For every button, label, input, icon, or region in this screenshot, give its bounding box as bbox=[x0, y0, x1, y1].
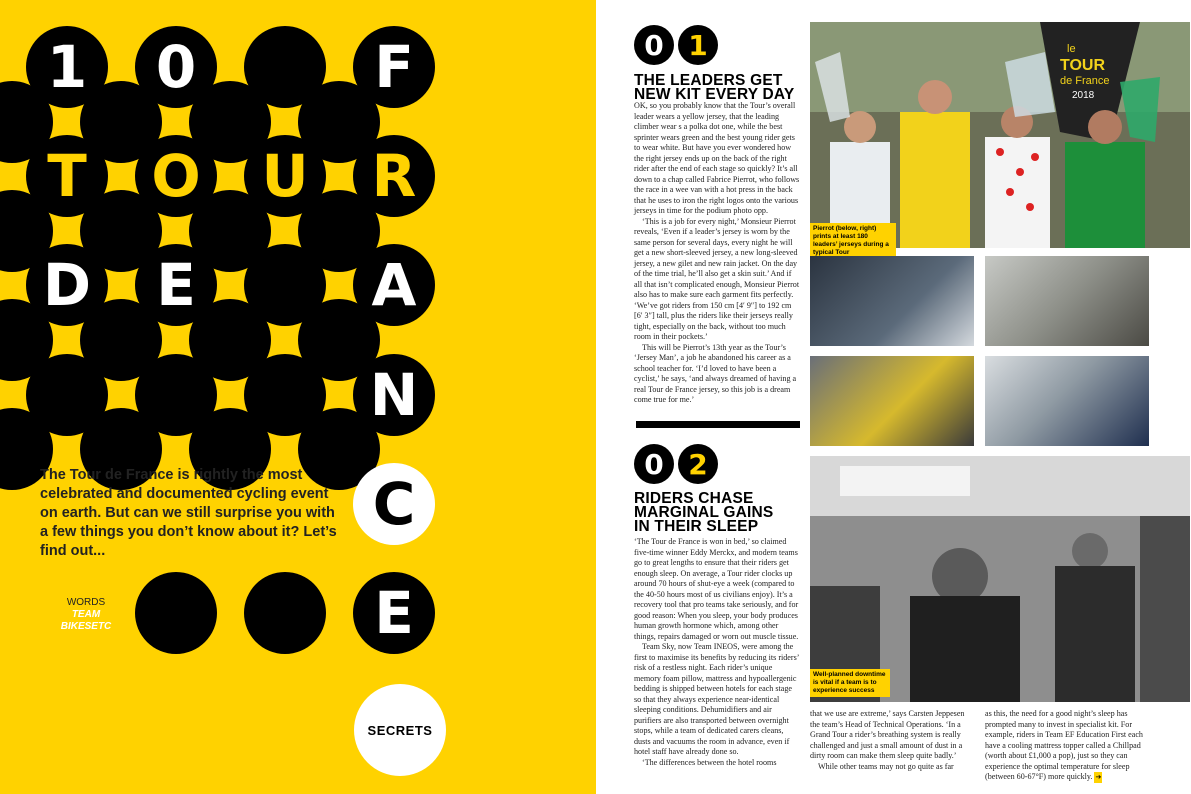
number-digit: 1 bbox=[678, 25, 718, 65]
paragraph-text: as this, the need for a good night’s sleep has prompted many to invest in specialist kit. For example, riders in Team EF Education First each have a cooling mattress topper called a Chillpad (worth about £1,000 a pop), just so they can experience the optimal temperature for sleep (between 60-67°F) more quickly. bbox=[985, 709, 1143, 781]
number-digit: 2 bbox=[678, 444, 718, 484]
title-dot-circle bbox=[135, 572, 217, 654]
number-digit: 0 bbox=[634, 444, 674, 484]
title-letter-circle: E bbox=[135, 244, 217, 326]
podium-photo bbox=[810, 22, 1190, 256]
byline bbox=[46, 597, 126, 633]
byline-label: WORDS bbox=[66, 597, 106, 608]
section-2-body-col2 bbox=[810, 709, 970, 772]
title-letter-circle: A bbox=[353, 244, 435, 326]
paragraph: This will be Pierrot’s 13th year as the Tour’s ‘Jersey Man’, a job he abandoned his career as a school teacher for. ‘I’d loved to have been a cyclist,’ he says, ‘and always dreamed of having a real Tour de France jersey, so this job is a dream come true for me.’ bbox=[634, 342, 797, 404]
title-letter-circle: T bbox=[26, 135, 108, 217]
section-1-heading bbox=[634, 74, 804, 102]
paragraph: While other teams may not go quite as far bbox=[818, 761, 954, 771]
title-letter-circle: F bbox=[353, 26, 435, 108]
secrets-badge: SECRETS bbox=[354, 684, 446, 776]
paragraph: ‘The differences between the hotel rooms bbox=[642, 757, 777, 767]
heading-line: NEW KIT EVERY DAY bbox=[634, 86, 795, 103]
title-dot-circle bbox=[244, 572, 326, 654]
byline-name: BIKESETC bbox=[60, 621, 112, 632]
title-letter-circle: C bbox=[353, 463, 435, 545]
title-letter-circle: D bbox=[26, 244, 108, 326]
bus-illustration bbox=[810, 456, 1190, 702]
paragraph bbox=[985, 709, 1151, 783]
logo-text-le: le bbox=[1067, 43, 1076, 55]
section-divider bbox=[636, 421, 800, 428]
intro-text: The Tour de France is rightly the most celebrated and documented cycling event on earth. But can we still surprise you with a few things you don’t know about it? Let’s find out... bbox=[40, 467, 337, 559]
paragraph: that we use are extreme,’ says Carsten Jeppesen the team’s Head of Technical Operations. ‘In a Grand Tour a rider’s breathing system is really challenged and just a small amount of dust in a dirty room can make them sleep quite badly.’ bbox=[810, 709, 965, 760]
title-letter-circle: O bbox=[135, 135, 217, 217]
right-page bbox=[596, 0, 1191, 794]
section-1-body bbox=[634, 101, 800, 406]
podium-illustration bbox=[810, 22, 1190, 248]
title-letter-circle: E bbox=[353, 572, 435, 654]
title-letter-circle: N bbox=[353, 354, 435, 436]
jersey-printing-photo bbox=[810, 256, 974, 346]
section-2-heading bbox=[634, 492, 804, 534]
yellow-jersey-photo bbox=[810, 356, 974, 446]
section-1-number bbox=[634, 25, 718, 65]
heading-line: RIDERS CHASE bbox=[634, 490, 754, 507]
title-letter-circle: 1 bbox=[26, 26, 108, 108]
van-interior-photo bbox=[985, 256, 1149, 346]
heading-line: IN THEIR SLEEP bbox=[634, 518, 759, 535]
pierrot-working-photo bbox=[985, 356, 1149, 446]
paragraph: Team Sky, now Team INEOS, were among the first to maximise its benefits by reducing its riders’ risk of a restless night. Each rider’s unique memory foam pillow, mattress and hypoallergenic bedding is shipped between hotels for each stage so that they always experience near-identical sleeping conditions. Dehumidifiers and air purifiers are also transported between overnight stops, while a team of dedicated carers cleans, dusts and vacuums the room in advance, even if hotel staff have already done so. bbox=[634, 642, 799, 756]
paragraph: OK, so you probably know that the Tour’s overall leader wears a yellow jersey, that the leading climber wear s a polka dot one, while the best sprinter wears green and the best young rider gets to wear white. But have you ever wondered how the right jersey ends up on the back of the right rider after the end of each stage so quickly? It’s all down to a chap called Fabrice Pierrot, who follows the race in a wee van with a hot press in the back that he uses to iron the right logos onto the various jerseys in time for the podium photo opp. bbox=[634, 101, 800, 215]
logo-year: 2018 bbox=[1072, 90, 1095, 101]
byline-team: TEAM bbox=[71, 609, 101, 620]
continue-arrow-icon: ➔ bbox=[1095, 773, 1102, 781]
heading-line: MARGINAL GAINS bbox=[634, 504, 774, 521]
paragraph: ‘The Tour de France is won in bed,’ so claimed five-time winner Eddy Merckx, and modern teams go to great lengths to ensure that their riders get enough sleep. On average, a Tour rider clocks up around 70 hours of shut-eye a week (compared to the 40-50 hours most of us civilians enjoy). It’s a recovery tool that pro teams take seriously, and for good reason: When you sleep, your body produces human growth hormone which, among other things, repairs damaged or worn out muscle tissue. bbox=[634, 537, 799, 641]
photo-caption: Pierrot (below, right) prints at least 180 leaders’ jerseys during a typical Tour bbox=[810, 223, 896, 259]
photo-caption: Well-planned downtime is vital if a team is to experience success bbox=[810, 669, 890, 697]
section-2-body-col1 bbox=[634, 537, 800, 768]
section-2-body-col3 bbox=[985, 709, 1151, 783]
riders-bus-photo bbox=[810, 456, 1190, 702]
title-letter-circle: 0 bbox=[135, 26, 217, 108]
logo-text-france: de France bbox=[1060, 75, 1110, 87]
title-letter-circle: U bbox=[244, 135, 326, 217]
title-letter-circle: R bbox=[353, 135, 435, 217]
section-2-number bbox=[634, 444, 718, 484]
number-digit: 0 bbox=[634, 25, 674, 65]
heading-line: THE LEADERS GET bbox=[634, 72, 783, 89]
paragraph: ‘This is a job for every night,’ Monsieur Pierrot reveals, ‘Even if a leader’s jersey is worn by the same person for several days, every night he will get a new short-sleeved jersey, a new long-sleeved jersey, a new gilet and new rain jacket. On the day of the time trial, he’ll also get a skin suit.’ And if all that isn’t complicated enough, Monsieur Pierrot also has to make sure each garment fits perfectly. ‘We’ve got riders from 150 cm [4′ 9″] to 192 cm [6′ 3″] tall, plus the riders like their jerseys really tight, especially on the back, without too much room in their pockets.’ bbox=[634, 216, 800, 341]
logo-text-tour: TOUR bbox=[1060, 57, 1106, 74]
